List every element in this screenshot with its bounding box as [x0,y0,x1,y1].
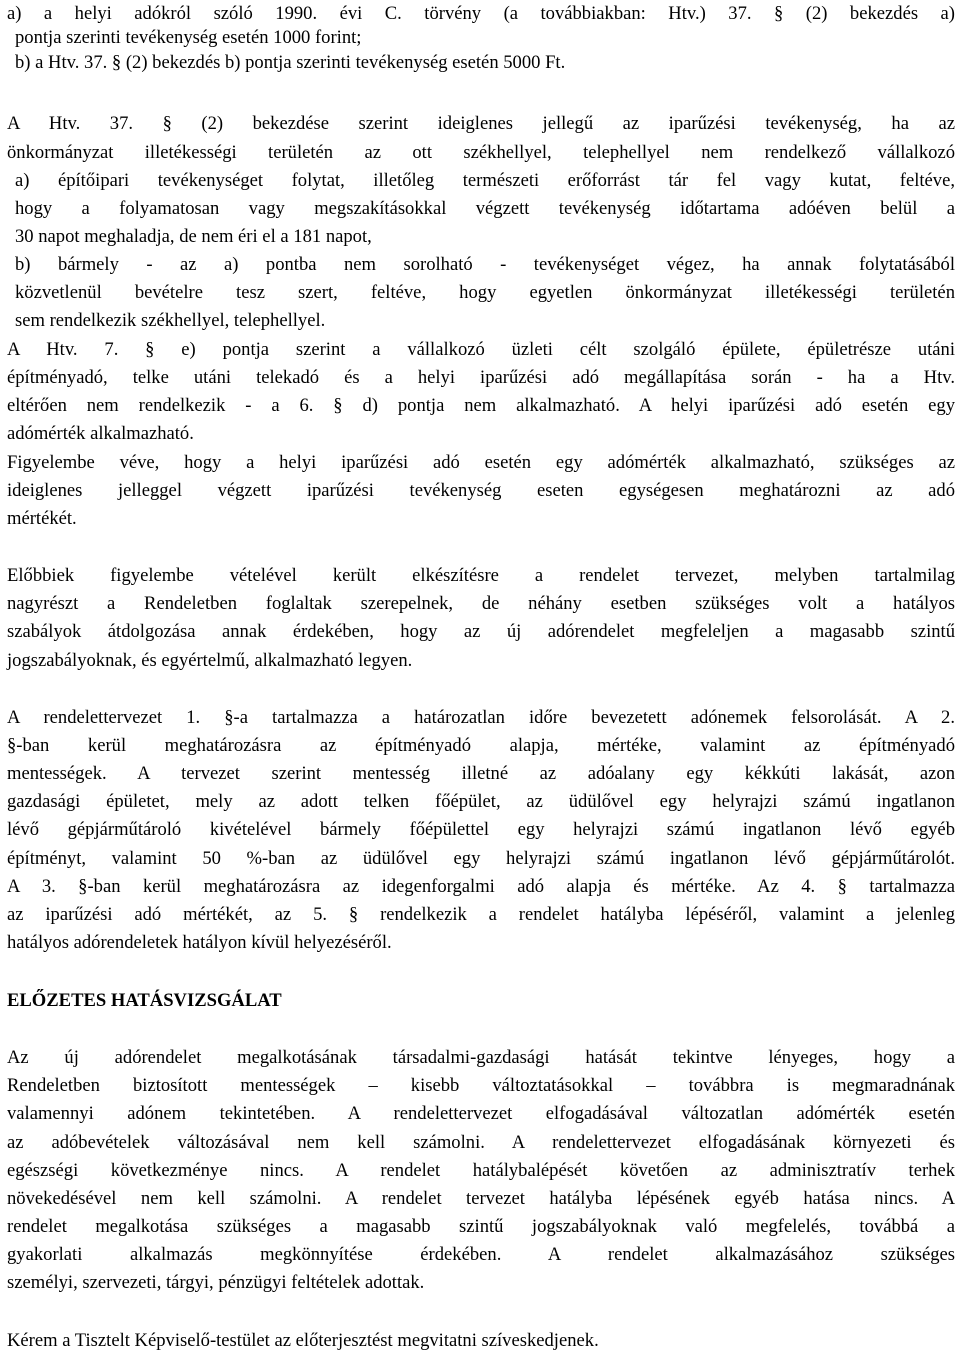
text-line: szabályok átdolgozása annak érdekében, hogy az új adórendelet megfeleljen a magasabb szintű [7,621,955,642]
text-line: adómérték alkalmazható. [7,423,194,444]
text-line: A Htv. 37. § (2) bekezdése szerint ideiglenes jellegű az iparűzési tevékenység, ha az [7,113,955,134]
text-line: sem rendelkezik székhellyel, telephellyel. [15,310,326,331]
text-line: személyi, szervezeti, tárgyi, pénzügyi feltételek adottak. [7,1272,425,1293]
text-line: az adóbevételek változásával nem kell számolni. A rendelettervezet elfogadásának környezeti és [7,1132,955,1153]
text-line: közvetlenül bevételre tesz szert, feltéve, hogy egyetlen önkormányzat illetékességi területén [15,282,955,303]
text-line: mentességek. A tervezet szerint mentesség illetné az adóalany egy kékkúti lakását, azon [7,763,955,784]
text-line: a) a helyi adókról szóló 1990. évi C. törvény (a továbbiakban: Htv.) 37. § (2) bekezdés a) [7,3,955,24]
text-line: a) építőipari tevékenységet folytat, illetőleg természeti erőforrást tár fel vagy kutat, feltéve, [15,170,955,191]
text-line: Előbbiek figyelembe vételével került elkészítésre a rendelet tervezet, melyben tartalmilag [7,565,955,586]
text-line: 30 napot meghaladja, de nem éri el a 181 napot, [15,226,372,247]
text-line: rendelet megalkotása szükséges a magasabb szintű jogszabályoknak való megfelelés, továbbá a [7,1216,955,1237]
text-line: mértékét. [7,508,77,529]
text-line: az iparűzési adó mértékét, az 5. § rendelkezik a rendelet hatályba lépéséről, valamint a jelenleg [7,904,955,925]
text-line: lévő gépjárműtároló kivételével bármely főépülettel egy helyrajzi számú ingatlanon lévő egyéb [7,819,955,840]
text-line: §-ban kerül meghatározásra az építményadó alapja, mértéke, valamint az építményadó [7,735,955,756]
text-line: Rendeletben biztosított mentességek – kisebb változtatásokkal – továbbra is megmaradnának [7,1075,955,1096]
text-line: Az új adórendelet megalkotásának társadalmi-gazdasági hatását tekintve lényeges, hogy a [7,1047,955,1068]
text-line: b) a Htv. 37. § (2) bekezdés b) pontja szerinti tevékenység esetén 5000 Ft. [15,52,566,73]
text-line: önkormányzat illetékességi területén az ott székhellyel, telephellyel nem rendelkező vállalkozó [7,142,955,163]
text-line: építményt, valamint 50 %-ban az üdülővel egy helyrajzi számú ingatlanon lévő gépjárműtárolót. [7,848,955,869]
text-line: egészségi következménye nincs. A rendelet hatálybalépését követően az adminisztratív terhek [7,1160,955,1181]
text-line: valamennyi adónem tekintetében. A rendelettervezet elfogadásával változatlan adómérték esetén [7,1103,955,1124]
text-line: növekedésével nem kell számolni. A rendelet tervezet hatályba lépésének egyéb hatása nincs. A [7,1188,955,1209]
text-line: gazdasági épületet, mely az adott telken főépület, az üdülővel egy helyrajzi számú ingatlanon [7,791,955,812]
section-heading: ELŐZETES HATÁSVIZSGÁLAT [7,990,282,1011]
text-line: A rendelettervezet 1. §-a tartalmazza a határozatlan időre bevezetett adónemek felsorolását. A 2. [7,707,955,728]
text-line: pontja szerinti tevékenység esetén 1000 forint; [15,27,362,48]
text-line: A 3. §-ban kerül meghatározásra az idegenforgalmi adó alapja és mértéke. Az 4. § tartalmazza [7,876,955,897]
text-line: hatályos adórendeletek hatályon kívül helyezéséről. [7,932,392,953]
text-line: eltérően nem rendelkezik - a 6. § d) pontja nem alkalmazható. A helyi iparűzési adó esetén egy [7,395,955,416]
text-line: b) bármely - az a) pontba nem sorolható - tevékenységet végez, ha annak folytatásából [15,254,955,275]
text-line: ideiglenes jelleggel végzett iparűzési tevékenység eseten egységesen meghatározni az adó [7,480,955,501]
text-line: nagyrészt a Rendeletben foglaltak szerepelnek, de néhány esetben szükséges volt a hatályos [7,593,955,614]
text-line: jogszabályoknak, és egyértelmű, alkalmazható legyen. [7,650,413,671]
text-line: építményadó, telke utáni telekadó és a helyi iparűzési adó megállapítása során - ha a Htv. [7,367,955,388]
text-line: hogy a folyamatosan vagy megszakításokkal végzett tevékenység időtartama adóéven belül a [15,198,955,219]
text-line: Figyelembe véve, hogy a helyi iparűzési adó esetén egy adómérték alkalmazható, szükséges az [7,452,955,473]
text-line: A Htv. 7. § e) pontja szerint a vállalkozó üzleti célt szolgáló épülete, épületrésze utáni [7,339,955,360]
text-line: Kérem a Tisztelt Képviselő-testület az előterjesztést megvitatni szíveskedjenek. [7,1330,599,1351]
text-line: gyakorlati alkalmazás megkönnyítése érdekében. A rendelet alkalmazásához szükséges [7,1244,955,1265]
